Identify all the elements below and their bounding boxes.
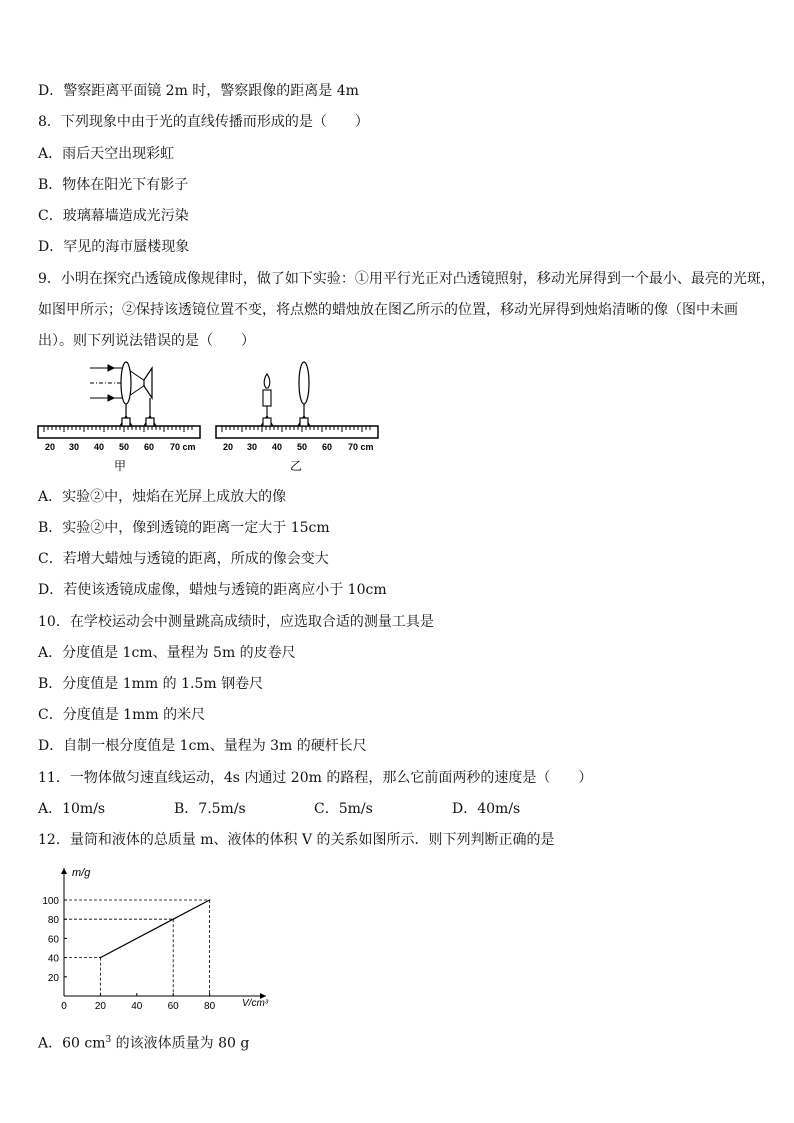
ruler-left-label-60: 60 xyxy=(144,442,155,452)
q9-option-b: B．实验②中，像到透镜的距离一定大于 15cm xyxy=(38,520,330,536)
y-tick-label: 40 xyxy=(47,953,59,965)
x-tick-label: 80 xyxy=(204,1001,216,1012)
ruler-right-label-40: 40 xyxy=(272,442,283,452)
ruler-left-label-40: 40 xyxy=(94,442,105,452)
q11-option-b: B．7.5m/s xyxy=(174,801,246,817)
q11-option-c: C．5m/s xyxy=(314,801,373,817)
screen-left xyxy=(144,368,152,398)
ruler-right-label-50: 50 xyxy=(297,442,308,452)
q8-option-d: D．罕见的海市蜃楼现象 xyxy=(38,239,190,255)
caption-yi: 乙 xyxy=(290,459,303,473)
lens-left xyxy=(121,362,131,404)
q9-option-d: D．若使该透镜成虚像，蜡烛与透镜的距离应小于 10cm xyxy=(38,582,387,598)
caption-jia: 甲 xyxy=(114,459,127,473)
x-tick-label: 40 xyxy=(131,1001,143,1012)
x-axis-label: V/cm³ xyxy=(242,998,269,1009)
x-tick-label: 20 xyxy=(94,1001,106,1012)
q9-stem-line2: 如图甲所示；②保持该透镜位置不变，将点燃的蜡烛放在图乙所示的位置，移动光屏得到烛焰清晰的像（图中未画 xyxy=(38,302,738,318)
q12-option-a-sup: 3 xyxy=(105,1035,112,1045)
ruler-right-label-20: 20 xyxy=(223,442,234,452)
y-axis-arrow xyxy=(61,868,67,874)
q9-stem-line1: 9．小明在探究凸透镜成像规律时，做了如下实验：①用平行光正对凸透镜照射，移动光屏得到一个最小、最亮的光斑， xyxy=(38,271,775,287)
q8-option-b: B．物体在阳光下有影子 xyxy=(38,177,189,193)
data-point xyxy=(100,957,102,959)
q12-mv-chart xyxy=(30,860,310,1012)
bench-right xyxy=(216,362,378,473)
q8-option-c: C．玻璃幕墙造成光污染 xyxy=(38,208,189,224)
ruler-left-label-70: 70 cm xyxy=(170,442,196,452)
ruler-right-label-60: 60 xyxy=(322,442,333,452)
q7-option-d: D．警察距离平面镜 2m 时，警察跟像的距离是 4m xyxy=(38,83,359,99)
x-tick-label: 60 xyxy=(167,1001,179,1012)
q11-option-a: A．10m/s xyxy=(38,801,106,817)
q10-option-d: D．自制一根分度值是 1cm、量程为 3m 的硬杆长尺 xyxy=(38,738,367,754)
q9-stem-line3: 出）。则下列说法错误的是（ ） xyxy=(38,333,255,349)
x-tick-label: 0 xyxy=(61,1001,67,1012)
q10-option-c: C．分度值是 1mm 的米尺 xyxy=(38,707,206,723)
y-tick-label: 20 xyxy=(47,972,59,984)
q10-stem: 10．在学校运动会中测量跳高成绩时，应选取合适的测量工具是 xyxy=(38,614,434,630)
lens-right xyxy=(299,362,309,404)
q12-option-a-text: A．60 cm xyxy=(38,1035,106,1052)
y-tick-label: 80 xyxy=(47,915,59,927)
q12-option-a xyxy=(38,1030,249,1054)
data-point xyxy=(172,918,174,920)
q8-option-a: A．雨后天空出现彩虹 xyxy=(38,146,175,162)
data-point xyxy=(209,899,211,901)
q9-option-c: C．若增大蜡烛与透镜的距离，所成的像会变大 xyxy=(38,551,329,567)
y-tick-label: 100 xyxy=(42,896,59,907)
q10-option-b: B．分度值是 1mm 的 1.5m 钢卷尺 xyxy=(38,676,264,692)
candle xyxy=(261,374,273,426)
q9-option-a: A．实验②中，烛焰在光屏上成放大的像 xyxy=(38,489,287,505)
y-axis-label: m/g xyxy=(72,867,91,879)
y-tick-label: 60 xyxy=(47,934,59,946)
q9-figure xyxy=(34,358,384,478)
ruler-left-label-20: 20 xyxy=(45,442,56,452)
q11-stem: 11．一物体做匀速直线运动，4s 内通过 20m 的路程，那么它前面两秒的速度是（ ） xyxy=(38,770,593,786)
ruler-right-label-70: 70 cm xyxy=(348,442,374,452)
bench-left xyxy=(38,362,200,473)
ruler-left-label-30: 30 xyxy=(69,442,80,452)
q8-stem: 8．下列现象中由于光的直线传播而形成的是（ ） xyxy=(38,114,369,130)
q11-option-d: D．40m/s xyxy=(452,801,521,817)
q10-option-a: A．分度值是 1cm、量程为 5m 的皮卷尺 xyxy=(38,645,296,661)
series-line xyxy=(100,900,209,958)
ruler-right-label-30: 30 xyxy=(247,442,258,452)
q12-stem: 12．量筒和液体的总质量 m、液体的体积 V 的关系如图所示．则下列判断正确的是 xyxy=(38,832,555,848)
ruler-left-label-50: 50 xyxy=(119,442,130,452)
q12-option-a-text-end: 的该液体质量为 80 g xyxy=(111,1035,250,1052)
